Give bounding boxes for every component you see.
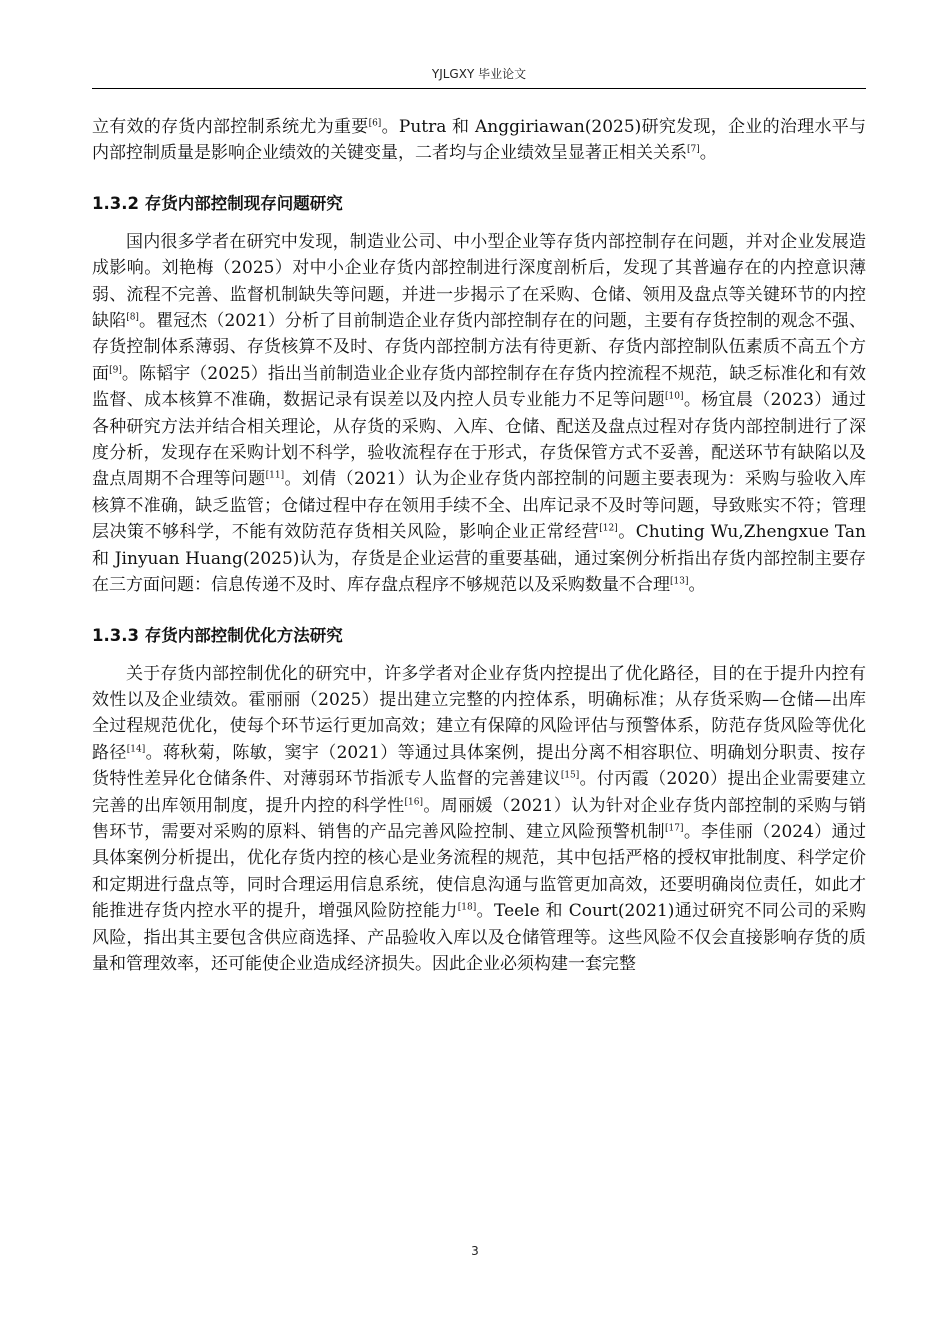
citation-ref: [9] (109, 365, 122, 376)
citation-ref: [8] (126, 312, 139, 323)
header-divider (92, 88, 866, 89)
paragraph-text: 。周丽媛（2021）认为针对企业存货内部控制的采购与销售环节，需要对采购的原料、销售的产品完善风险控制、建立风险预警机制 (92, 795, 867, 842)
paragraph-text: 。李佳丽（2024）通过具体案例分析提出，优化存货内控的核心是业务流程的规范，其中包括严格的授权审批制度、科学定价和定期进行盘点等，同时合理运用信息系统，使信息沟通与监管更加高效，还要明确岗位责任，如此才能推进存货内控水平的提升，增强风险防控能力 (92, 821, 867, 922)
paragraph-text: 国内很多学者在研究中发现，制造业公司、中小型企业等存货内部控制存在问题，并对企业发展造成影响。刘艳梅（2025）对中小企业存货内部控制进行深度剖析后，发现了其普遍存在的内控意识薄弱、流程不完善、监督机制缺失等问题，并进一步揭示了在采购、仓储、领用及盘点等关键环节的内控缺陷 (92, 231, 866, 332)
paragraph-text: 关于存货内部控制优化的研究中，许多学者对企业存货内控提出了优化路径，目的在于提升内控有效性以及企业绩效。霍丽丽（2025）提出建立完整的内控体系，明确标准；从存货采购—仓储—出库全过程规范优化，使每个环节运行更加高效；建立有保障的风险评估与预警体系，防范存货风险等优化路径 (92, 663, 866, 763)
citation-ref: [14] (126, 744, 146, 755)
paragraph-text: 立有效的存货内部控制系统尤为重要 (92, 117, 369, 137)
intro-paragraph (92, 114, 866, 167)
page-number: 3 (471, 1244, 479, 1258)
citation-ref: [7] (687, 144, 700, 155)
page-header: YJLGXY 毕业论文 (431, 67, 527, 81)
citation-ref: [6] (368, 118, 382, 129)
citation-ref: [15] (560, 770, 580, 781)
paragraph-text: 。付丙霞（2020）提出企业需要建立完善的出库领用制度，提升内控的科学性 (92, 769, 867, 816)
citation-ref: [10] (664, 391, 684, 402)
citation-ref: [16] (404, 796, 424, 807)
paragraph-text: 。陈韬宇（2025）指出当前制造业企业存货内部控制存在存货内控流程不规范，缺乏标准化和有效监督、成本核算不准确，数据记录有误差以及内控人员专业能力不足等问题 (92, 363, 866, 411)
citation-ref: [12] (599, 523, 618, 534)
citation-ref: [18] (457, 902, 477, 913)
section-1-3-3-paragraph (92, 661, 866, 978)
paragraph-text: 。 (688, 575, 706, 596)
citation-ref: [11] (265, 470, 285, 481)
citation-ref: [17] (664, 823, 684, 834)
paragraph-text: 。蒋秋菊，陈敏，窦宇（2021）等通过具体案例，提出分离不相容职位、明确划分职责、按存货特性差异化仓储条件、对薄弱环节指派专人监督的完善建议 (92, 742, 867, 790)
body-content (92, 114, 866, 977)
section-1-3-2-paragraph (92, 229, 866, 599)
paragraph-text: 。Putra 和 Anggiriawan(2025)研究发现，企业的治理水平与内部控制质量是影响企业绩效的关键变量，二者均与企业绩效呈显著正相关关系 (92, 117, 867, 164)
paragraph-text: 。 (699, 143, 717, 164)
paragraph-text: 。杨宜晨（2023）通过各种研究方法并结合相关理论，从存货的采购、入库、仓储、配送及盘点过程对存货内部控制进行了深度分析，发现存在采购计划不科学，验收流程存在于形式，存货保管方式不妥善，配送环节有缺陷以及盘点周期不合理等问题 (92, 390, 867, 490)
paragraph-text: 。Teele 和 Court(2021)通过研究不同公司的采购风险，指出其主要包含供应商选择、产品验收入库以及仓储管理等。这些风险不仅会直接影响存货的质量和管理效率，还可能使企业造成经济损失。因此企业必须构建一套完整 (92, 901, 866, 974)
paragraph-text: 。刘倩（2021）认为企业存货内部控制的问题主要表现为：采购与验收入库核算不准确，缺乏监管；仓储过程中存在领用手续不全、出库记录不及时等问题，导致账实不符；管理层决策不够科学，不能有效防范存货相关风险，影响企业正常经营 (92, 469, 867, 543)
section-heading-1-3-3: 1.3.3 存货内部控制优化方法研究 (92, 625, 343, 645)
citation-ref: [13] (670, 576, 689, 587)
section-heading-1-3-2: 1.3.2 存货内部控制现存问题研究 (92, 193, 343, 213)
paragraph-text: 。瞿冠杰（2021）分析了目前制造企业存货内部控制存在的问题，主要有存货控制的观念不强、存货控制体系薄弱、存货核算不及时、存货内部控制方法有待更新、存货内部控制队伍素质不高五个方面 (92, 311, 866, 384)
paragraph-text: 。Chuting Wu,Zhengxue Tan 和 Jinyuan Huang(2025)认为，存货是企业运营的重要基础，通过案例分析指出存货内部控制主要存在三方面问题：信息传递不及时、库存盘点程序不够规范以及采购数量不合理 (92, 522, 866, 596)
